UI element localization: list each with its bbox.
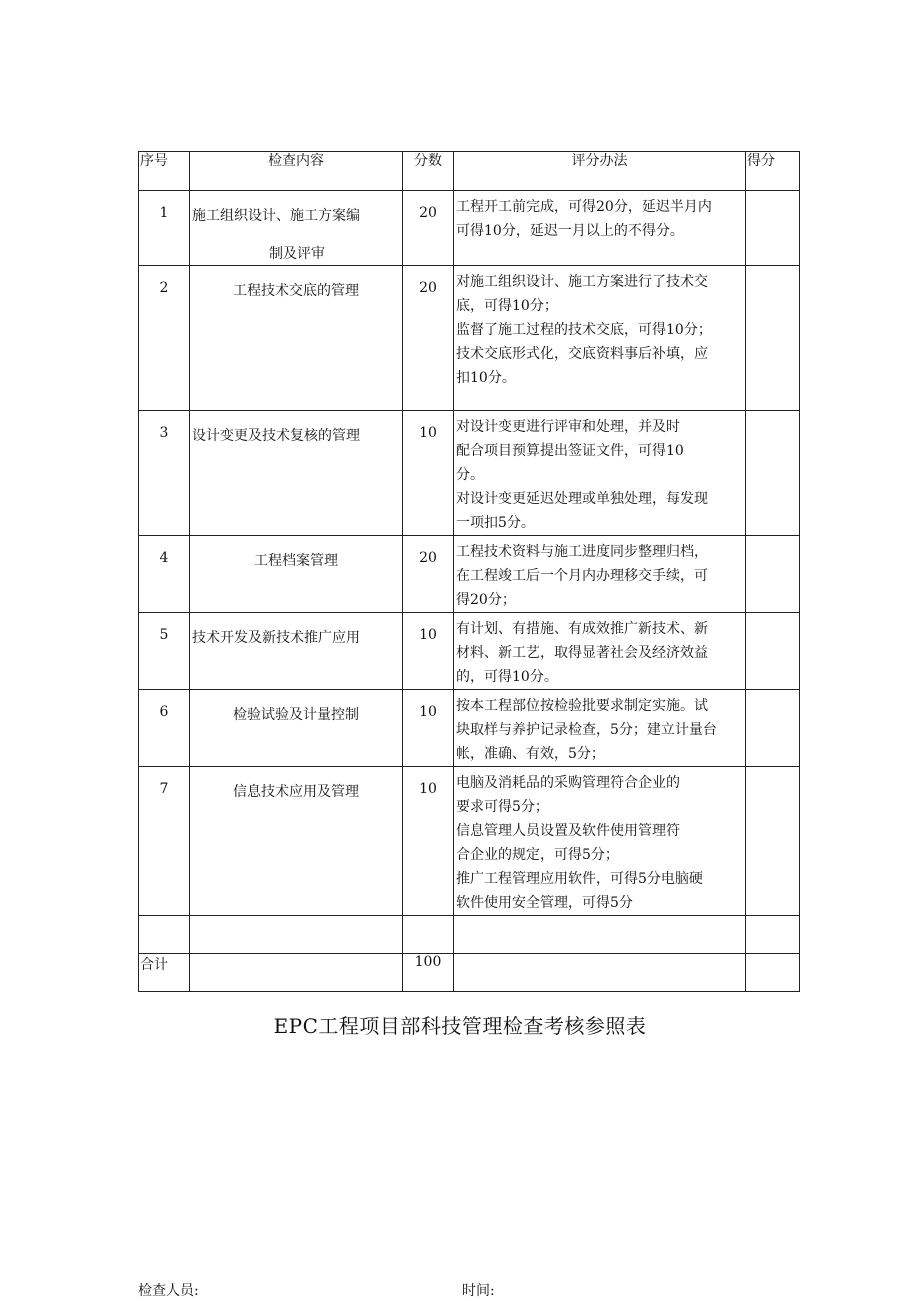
- table-header-row: [139, 152, 800, 191]
- table-row: [139, 191, 800, 266]
- row-score: 20: [403, 191, 454, 266]
- row-index: 6: [139, 690, 190, 767]
- method-line: 配合项目预算提出签证文件，可得10: [456, 443, 684, 459]
- row-method: [454, 613, 746, 690]
- method-line: 块取样与养护记录检查，5分；建立计量台: [456, 722, 717, 738]
- total-label: 合计: [139, 954, 190, 992]
- blank-cell[interactable]: [454, 916, 746, 954]
- row-index: 4: [139, 536, 190, 613]
- method-line: 分。: [456, 467, 484, 483]
- row-score: 20: [403, 536, 454, 613]
- method-line: 对设计变更进行评审和处理，并及时: [456, 419, 680, 435]
- method-line: 一项扣5分。: [456, 515, 535, 531]
- row-content-line: 施工组织设计、施工方案编: [192, 208, 360, 224]
- method-line: 要求可得5分；: [456, 799, 549, 815]
- row-method: [454, 266, 746, 411]
- row-content: 检验试验及计量控制: [190, 690, 403, 767]
- row-index: 1: [139, 191, 190, 266]
- row-method: [454, 411, 746, 536]
- row-result-cell[interactable]: [746, 767, 800, 916]
- row-method: [454, 690, 746, 767]
- method-line: 帐，准确、有效，5分；: [456, 746, 605, 762]
- row-method: [454, 536, 746, 613]
- method-line: 扣10分。: [456, 370, 516, 386]
- method-line: 工程开工前完成，可得20分，延迟半月内: [456, 199, 712, 215]
- row-index: 5: [139, 613, 190, 690]
- method-line: 的，可得10分。: [456, 669, 558, 685]
- row-result-cell[interactable]: [746, 690, 800, 767]
- row-content: 设计变更及技术复核的管理: [190, 411, 403, 536]
- row-result-cell[interactable]: [746, 613, 800, 690]
- method-line: 软件使用安全管理，可得5分: [456, 895, 633, 911]
- method-line: 电脑及消耗品的采购管理符合企业的: [456, 775, 680, 791]
- blank-cell[interactable]: [403, 916, 454, 954]
- method-line: 信息管理人员设置及软件使用管理符: [456, 823, 680, 839]
- row-result-cell[interactable]: [746, 191, 800, 266]
- row-method: [454, 767, 746, 916]
- method-line: 工程技术资料与施工进度同步整理归档，: [456, 544, 708, 560]
- table-row: [139, 690, 800, 767]
- method-line: 在工程竣工后一个月内办理移交手续，可: [456, 568, 708, 584]
- method-line: 合企业的规定，可得5分；: [456, 847, 619, 863]
- table-row: [139, 266, 800, 411]
- row-score: 10: [403, 411, 454, 536]
- row-content: 工程技术交底的管理: [190, 266, 403, 411]
- table-row: [139, 767, 800, 916]
- header-method: 评分办法: [454, 152, 746, 191]
- method-line: 对施工组织设计、施工方案进行了技术交: [456, 274, 708, 290]
- total-result-cell[interactable]: [746, 954, 800, 992]
- row-result-cell[interactable]: [746, 266, 800, 411]
- table-row: [139, 536, 800, 613]
- table-row-blank: [139, 916, 800, 954]
- blank-cell[interactable]: [139, 916, 190, 954]
- row-index: 7: [139, 767, 190, 916]
- row-score: 10: [403, 767, 454, 916]
- header-content: 检查内容: [190, 152, 403, 191]
- method-line: 材料、新工艺，取得显著社会及经济效益: [456, 645, 708, 661]
- inspector-label: 检查人员:: [138, 1283, 199, 1299]
- row-content: 信息技术应用及管理: [190, 767, 403, 916]
- method-line: 有计划、有措施、有成效推广新技术、新: [456, 621, 708, 637]
- row-score: 20: [403, 266, 454, 411]
- method-line: 按本工程部位按检验批要求制定实施。试: [456, 698, 708, 714]
- method-line: 底，可得10分；: [456, 298, 558, 314]
- method-line: 推广工程管理应用软件，可得5分电脑硬: [456, 871, 703, 887]
- row-index: 2: [139, 266, 190, 411]
- row-score: 10: [403, 690, 454, 767]
- method-line: 可得10分，延迟一月以上的不得分。: [456, 223, 684, 239]
- time-label: 时间:: [462, 1283, 495, 1299]
- document-title: EPC工程项目部科技管理检查考核参照表: [273, 1014, 647, 1038]
- method-line: 对设计变更延迟处理或单独处理，每发现: [456, 491, 708, 507]
- row-result-cell[interactable]: [746, 411, 800, 536]
- table-row: [139, 613, 800, 690]
- assessment-table: [138, 151, 800, 992]
- table-row: [139, 411, 800, 536]
- row-content: 技术开发及新技术推广应用: [190, 613, 403, 690]
- row-score: 10: [403, 613, 454, 690]
- assessment-sheet: [138, 151, 799, 992]
- row-result-cell[interactable]: [746, 536, 800, 613]
- header-result: 得分: [746, 152, 800, 191]
- blank-cell[interactable]: [746, 916, 800, 954]
- total-method-cell: [454, 954, 746, 992]
- method-line: 得20分；: [456, 592, 516, 608]
- table-row-total: [139, 954, 800, 992]
- header-index: 序号: [139, 152, 190, 191]
- total-score: 100: [403, 954, 454, 992]
- method-line: 监督了施工过程的技术交底，可得10分；: [456, 322, 712, 338]
- row-content: 工程档案管理: [190, 536, 403, 613]
- blank-cell[interactable]: [190, 916, 403, 954]
- method-line: 技术交底形式化，交底资料事后补填，应: [456, 346, 708, 362]
- header-score: 分数: [403, 152, 454, 191]
- total-content-cell: [190, 954, 403, 992]
- row-index: 3: [139, 411, 190, 536]
- row-content: [190, 191, 403, 266]
- row-method: [454, 191, 746, 266]
- row-content-line: 制及评审: [269, 246, 325, 262]
